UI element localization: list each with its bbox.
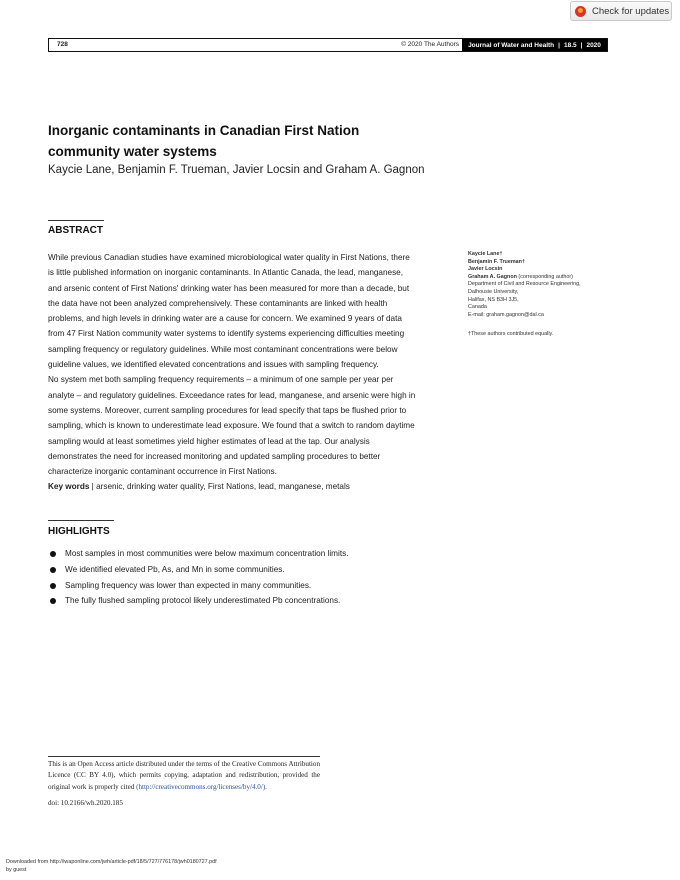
highlight-item: Sampling frequency was lower than expected in many communities. xyxy=(48,578,468,594)
equal-contribution-note: †These authors contributed equally. xyxy=(468,331,554,338)
check-for-updates-label: Check for updates xyxy=(592,5,670,17)
download-note xyxy=(6,858,306,874)
highlights-list xyxy=(48,546,468,609)
keywords-list: | arsenic, drinking water quality, First Nations, lead, manganese, metals xyxy=(89,482,350,492)
affiliation-line: Department of Civil and Resource Engineering, xyxy=(468,281,581,288)
bullet-icon xyxy=(50,583,56,589)
abstract-heading: ABSTRACT xyxy=(48,225,103,236)
sidebar-corresponding-author xyxy=(468,274,618,282)
sidebar-author: Graham A. Gagnon xyxy=(468,273,517,280)
author-list: Kaycie Lane, Benjamin F. Trueman, Javier Locsin and Graham A. Gagnon xyxy=(48,164,425,176)
abstract-line: No system met both sampling frequency requirements – a minimum of one sample per year per xyxy=(48,375,394,385)
page-number: 728 xyxy=(57,41,68,48)
abstract-line: problems, and high levels in drinking water are a cause for concern. We examined 9 years of data xyxy=(48,314,402,324)
highlight-item: We identified elevated Pb, As, and Mn in some communities. xyxy=(48,562,468,578)
doi[interactable]: doi: 10.2166/wh.2020.185 xyxy=(48,798,123,807)
corresponding-note: (corresponding author) xyxy=(516,273,573,280)
abstract-line: guideline values, we identified elevated concentrations and issues with sampling frequency. xyxy=(48,360,379,370)
abstract-body xyxy=(48,250,450,495)
abstract-line: and arsenic content of First Nations' drinking water has been measured for more than a decade, but xyxy=(48,283,410,293)
affiliation-line: Dalhousie University, xyxy=(468,288,519,295)
bullet-icon xyxy=(50,598,56,604)
crossmark-icon xyxy=(575,6,586,17)
abstract-line: some systems. Moreover, current sampling procedures for lead specify that taps be flushed prior to xyxy=(48,405,407,415)
section-rule xyxy=(48,520,114,521)
journal-volume: 18.5 xyxy=(563,41,577,49)
abstract-line: sampling would at least sometimes yield higher estimates of lead at the tap. Our analysis xyxy=(48,436,370,446)
keywords xyxy=(48,479,450,494)
copyright-notice: © 2020 The Authors xyxy=(401,41,459,48)
running-header xyxy=(48,38,608,52)
article-title xyxy=(48,120,448,162)
abstract-line: sampling, which is known to underestimate lead exposure. We found that a switch to random daytime xyxy=(48,421,415,431)
highlight-item: The fully flushed sampling protocol likely underestimated Pb concentrations. xyxy=(48,593,468,609)
sidebar-author: Javier Locsin xyxy=(468,266,503,273)
journal-banner: Journal of Water and Health | 18.5 | 2020 xyxy=(462,39,607,51)
highlight-item: Most samples in most communities were below maximum concentration limits. xyxy=(48,546,468,562)
keywords-label: Key words xyxy=(48,482,90,492)
bullet-icon xyxy=(50,551,56,557)
title-line-1: Inorganic contaminants in Canadian First Nation xyxy=(48,123,360,138)
abstract-line: While previous Canadian studies have examined microbiological water quality in First Nations, there xyxy=(48,253,410,262)
affiliation-line: Halifax, NS B3H 3J5, xyxy=(468,296,519,303)
check-for-updates-button[interactable] xyxy=(570,1,672,21)
license-text: This is an Open Access article distributed under the terms of the Creative Commons Attribution Licence (CC BY 4.0), which permits copying, adaptation and redistribution, provided the original work is properly cited (http://creativecommons.org/licenses/by/4.0/). xyxy=(48,760,320,791)
abstract-line: is little published information on inorganic contaminants. In Atlantic Canada, the lead, manganese, xyxy=(48,268,404,278)
sidebar-author: Kaycie Lane† xyxy=(468,251,503,257)
license-box xyxy=(48,756,320,809)
download-line: by guest xyxy=(6,867,27,873)
download-line: Downloaded from http://iwaponline.com/jwh/article-pdf/18/5/727/776178/jwh0180727.pdf xyxy=(6,859,217,865)
license-link[interactable]: (http://creativecommons.org/licenses/by/4.0/). xyxy=(136,782,267,791)
journal-year: 2020 xyxy=(586,41,601,49)
bullet-icon xyxy=(50,567,56,573)
abstract-line: sampling frequency or regulatory guidelines. While most contaminant concentrations were below xyxy=(48,344,398,354)
author-email[interactable]: E-mail: graham.gagnon@dal.ca xyxy=(468,311,544,318)
affiliation-line: Canada xyxy=(468,304,487,311)
abstract-line: characterize inorganic contaminant occurrence in First Nations. xyxy=(48,467,277,477)
abstract-line: from 47 First Nation community water systems to identify systems experiencing difficulties meeting xyxy=(48,329,405,339)
section-rule xyxy=(48,220,104,221)
journal-name: Journal of Water and Health xyxy=(468,41,555,49)
abstract-line: analyte – and regulatory guidelines. Exceedance rates for lead, manganese, and arsenic were high in xyxy=(48,390,416,400)
abstract-line: demonstrates the need for increased monitoring and updated sampling procedures to better xyxy=(48,451,381,461)
sidebar-author: Benjamin F. Trueman† xyxy=(468,258,525,265)
author-affiliation-sidebar xyxy=(468,251,618,339)
highlights-heading: HIGHLIGHTS xyxy=(48,526,110,537)
abstract-line: the data have not been analyzed comprehensively. These contaminants are linked with health xyxy=(48,298,388,308)
title-line-2: community water systems xyxy=(48,144,217,159)
